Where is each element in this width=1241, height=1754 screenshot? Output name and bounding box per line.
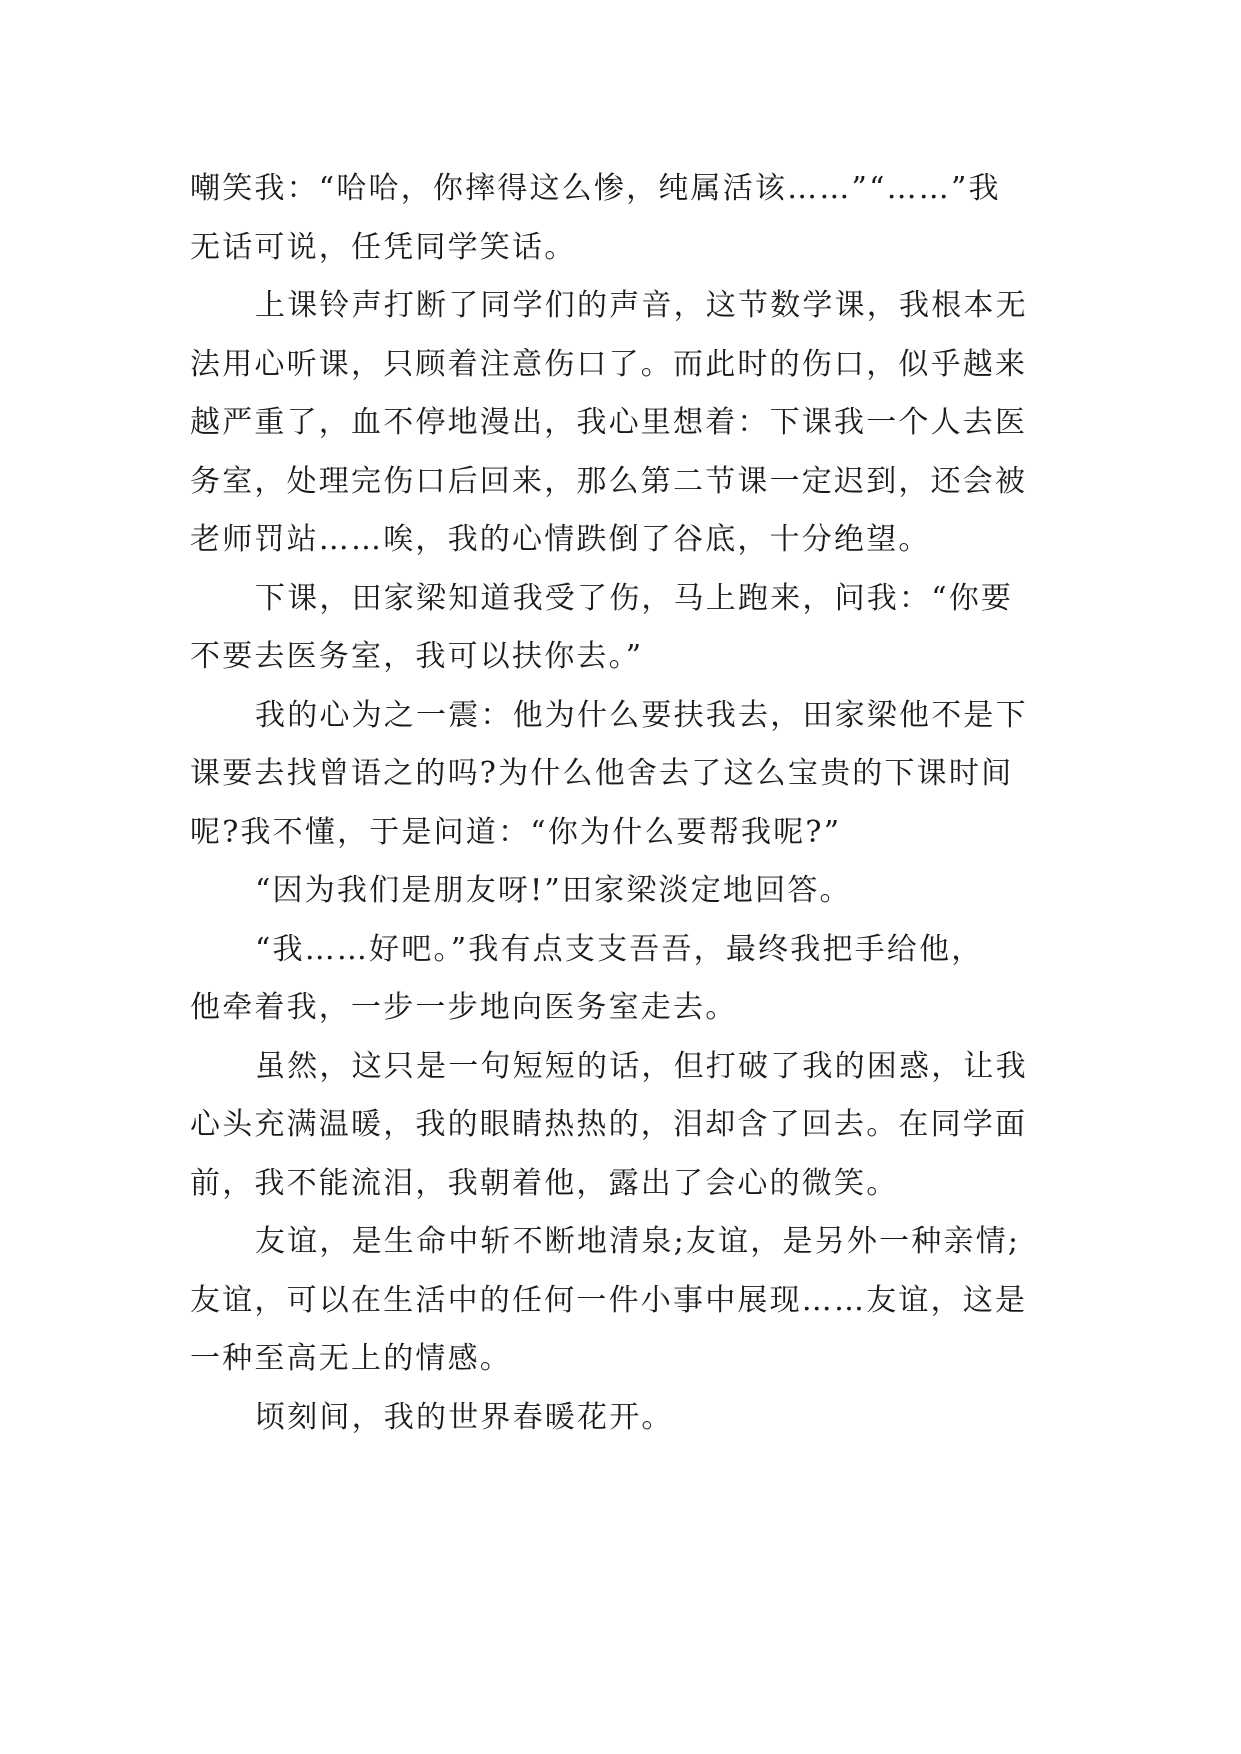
text-line: 他牵着我，一步一步地向医务室走去。 xyxy=(190,990,738,1025)
text-line: 前，我不能流泪，我朝着他，露出了会心的微笑。 xyxy=(190,1165,899,1201)
text-line: 一种至高无上的情感。 xyxy=(190,1341,512,1376)
text-line: “我……好吧。”我有点支支吾吾，最终我把手给他， xyxy=(255,931,984,967)
text-line: 虽然，这只是一句短短的话，但打破了我的困惑，让我 xyxy=(255,1048,1028,1084)
text-line: 上课铃声打断了同学们的声音，这节数学课，我根本无 xyxy=(255,288,1028,323)
text-line: 无话可说，任凭同学笑话。 xyxy=(190,229,577,265)
text-line: 心头充满温暖，我的眼睛热热的，泪却含了回去。在同学面 xyxy=(190,1107,1028,1142)
text-line: 课要去找曾语之的吗?为什么他舍去了这么宝贵的下课时间 xyxy=(190,756,1014,791)
text-line: 老师罚站……唉，我的心情跌倒了谷底，十分绝望。 xyxy=(190,522,931,557)
text-line: 法用心听课，只顾着注意伤口了。而此时的伤口，似乎越来 xyxy=(190,346,1028,382)
text-line: 务室，处理完伤口后回来，那么第二节课一定迟到，还会被 xyxy=(190,463,1028,499)
text-line: 顷刻间，我的世界春暖花开。 xyxy=(255,1399,674,1435)
document-page xyxy=(190,160,1050,1447)
text-line: 不要去医务室，我可以扶你去。” xyxy=(190,639,644,674)
text-line: 友谊，是生命中斩不断地清泉;友谊，是另外一种亲情; xyxy=(255,1224,1021,1259)
text-line: “因为我们是朋友呀!”田家梁淡定地回答。 xyxy=(255,873,852,908)
text-line: 越严重了，血不停地漫出，我心里想着：下课我一个人去医 xyxy=(190,405,1028,440)
text-line: 下课，田家梁知道我受了伤，马上跑来，问我：“你要 xyxy=(255,580,1014,616)
text-line: 呢?我不懂，于是问道：“你为什么要帮我呢?” xyxy=(190,814,842,850)
text-line: 友谊，可以在生活中的任何一件小事中展现……友谊，这是 xyxy=(190,1282,1028,1318)
text-line: 嘲笑我：“哈哈，你摔得这么惨，纯属活该……”“……”我 xyxy=(190,171,1001,206)
text-line: 我的心为之一震：他为什么要扶我去，田家梁他不是下 xyxy=(255,697,1028,733)
